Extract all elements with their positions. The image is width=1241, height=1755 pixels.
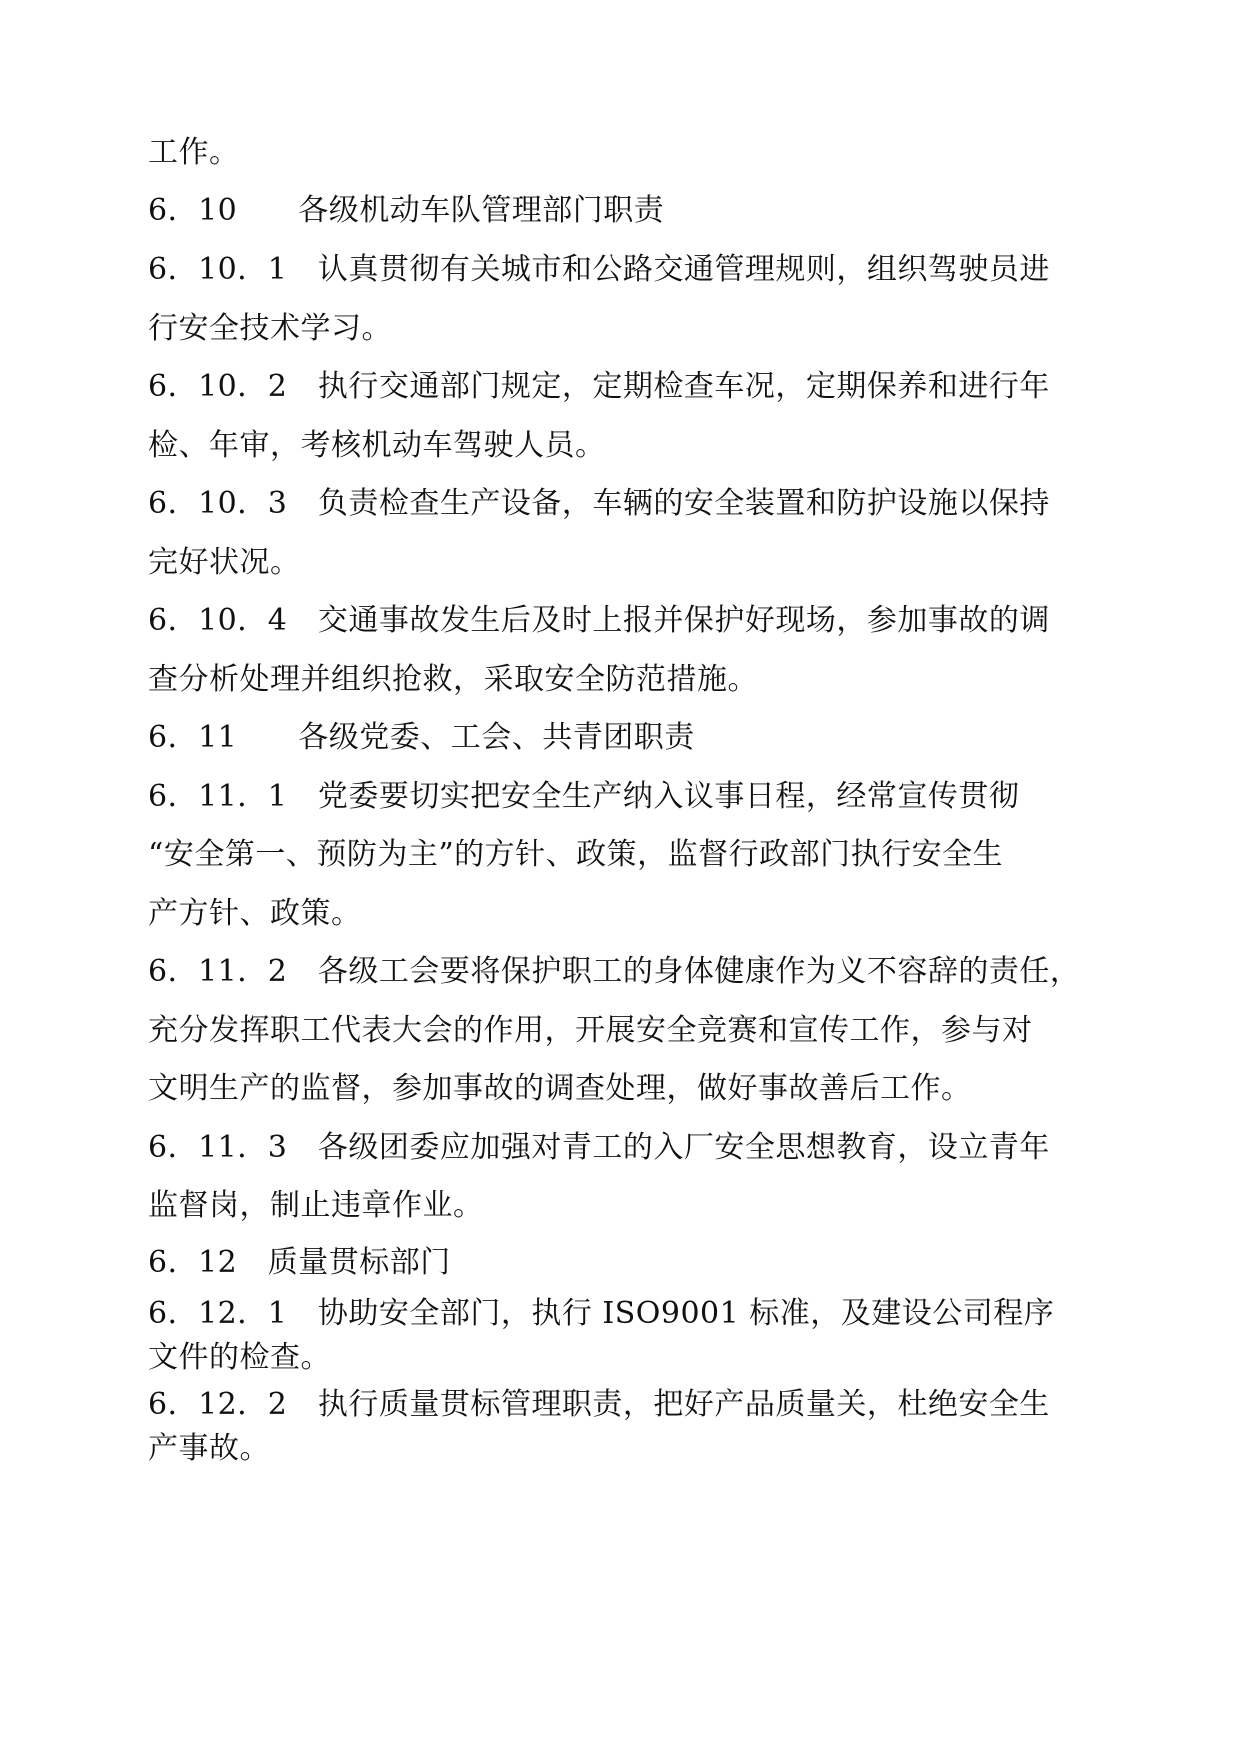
text-line: 6．10．4 交通事故发生后及时上报并保护好现场，参加事故的调 (148, 603, 1050, 638)
text-line: 充分发挥职工代表大会的作用，开展安全竞赛和宣传工作，参与对 (148, 1013, 1033, 1048)
text-line: 完好状况。 (148, 545, 301, 580)
text-line: 6．10．2 执行交通部门规定，定期检查车况，定期保养和进行年 (148, 369, 1050, 404)
text-line: 检、年审，考核机动车驾驶人员。 (148, 428, 606, 463)
section-heading-6-12: 6．12 质量贯标部门 (148, 1245, 451, 1280)
text-line: 6．11．2 各级工会要将保护职工的身体健康作为义不容辞的责任， (148, 954, 1081, 989)
text-line: 6．10．1 认真贯彻有关城市和公路交通管理规则，组织驾驶员进 (148, 252, 1050, 287)
text-line: 文件的检查。 (148, 1340, 331, 1375)
section-heading-6-10: 6．10 各级机动车队管理部门职责 (148, 193, 665, 228)
text-line: 6．12．2 执行质量贯标管理职责，把好产品质量关，杜绝安全生 (148, 1387, 1050, 1422)
text-line: “安全第一、预防为主”的方针、政策，监督行政部门执行安全生 (148, 837, 1004, 872)
text-line: 6．12．1 协助安全部门，执行 ISO9001 标准，及建设公司程序 (148, 1296, 1055, 1331)
text-line: 行安全技术学习。 (148, 311, 392, 346)
section-heading-6-11: 6．11 各级党委、工会、共青团职责 (148, 720, 695, 755)
text-line: 6．11．1 党委要切实把安全生产纳入议事日程，经常宣传贯彻 (148, 779, 1020, 814)
text-line: 查分析处理并组织抢救，采取安全防范措施。 (148, 662, 758, 697)
text-line: 6．11．3 各级团委应加强对青工的入厂安全思想教育，设立青年 (148, 1130, 1050, 1165)
text-line: 工作。 (148, 135, 240, 170)
text-line: 监督岗，制止违章作业。 (148, 1188, 484, 1223)
text-line: 文明生产的监督，参加事故的调查处理，做好事故善后工作。 (148, 1071, 972, 1106)
text-line: 产方针、政策。 (148, 896, 362, 931)
text-line: 6．10．3 负责检查生产设备，车辆的安全装置和防护设施以保持 (148, 486, 1050, 521)
text-line: 产事故。 (148, 1431, 270, 1466)
